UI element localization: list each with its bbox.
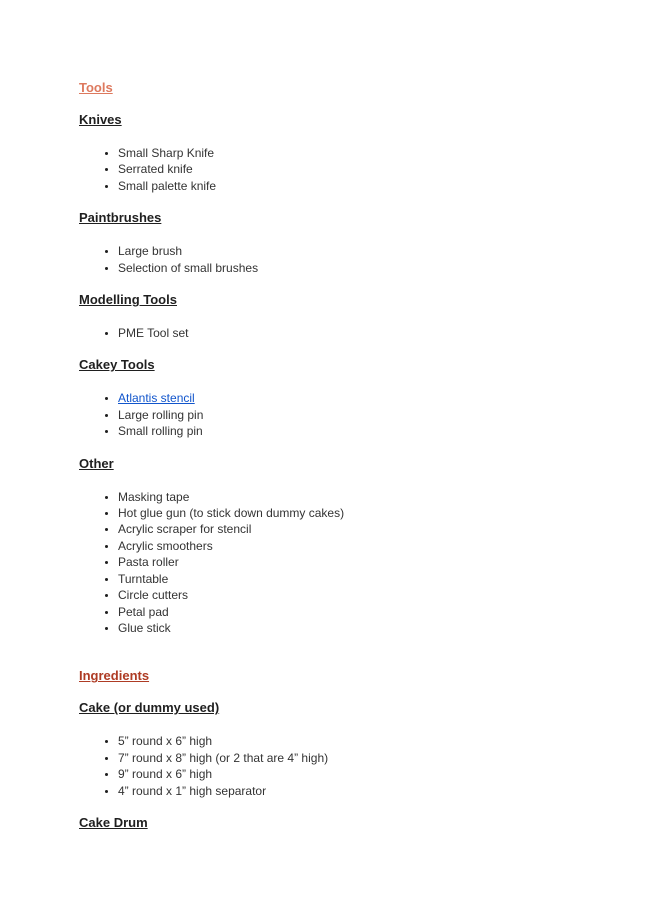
list-item: • Petal pad [118,604,573,620]
cake-sizes-list [79,733,573,799]
list-item: • 9” round x 6” high [118,766,573,782]
list-item: • Small Sharp Knife [118,145,573,161]
group-heading-other: Other [79,455,114,471]
list-item: • 5” round x 6” high [118,733,573,749]
group-heading-cake-or-dummy: Cake (or dummy used) [79,700,220,716]
list-item: • PME Tool set [118,325,573,341]
group-heading-cake-drum: Cake Drum [79,814,148,830]
list-item: • Turntable [118,571,573,587]
group-heading-knives: Knives [79,112,122,127]
atlantis-stencil-link[interactable]: Atlantis stencil [118,391,195,406]
section-title-ingredients: Ingredients [79,668,150,684]
list-item: • Acrylic scraper for stencil [118,521,573,537]
list-item: • Hot glue gun (to stick down dummy cakes) [118,505,573,521]
list-item: • Selection of small brushes [118,260,573,276]
list-item: • Pasta roller [118,554,573,570]
list-item: • Large rolling pin [118,407,573,423]
group-heading-modelling-tools: Modelling Tools [79,292,177,308]
list-item: • Glue stick [118,620,573,636]
list-item: • Serrated knife [118,161,573,177]
list-item: • Small palette knife [118,178,573,194]
list-item: • 4” round x 1” high separator [118,783,573,799]
group-heading-cakey-tools: Cakey Tools [79,357,155,373]
list-item: • Masking tape [118,489,573,505]
list-item: • Circle cutters [118,587,573,603]
list-item [118,390,573,406]
cakey-tools-list [79,390,573,439]
paintbrushes-list [79,243,573,276]
list-item: • Large brush [118,243,573,259]
list-item: • 7” round x 8” high (or 2 that are 4” high) [118,750,573,766]
list-item: • Acrylic smoothers [118,538,573,554]
modelling-tools-list [79,325,573,341]
list-item: • Small rolling pin [118,423,573,439]
section-title-tools: Tools [79,80,113,95]
knives-list [79,145,573,194]
group-heading-paintbrushes: Paintbrushes [79,210,162,226]
other-list [79,489,573,637]
